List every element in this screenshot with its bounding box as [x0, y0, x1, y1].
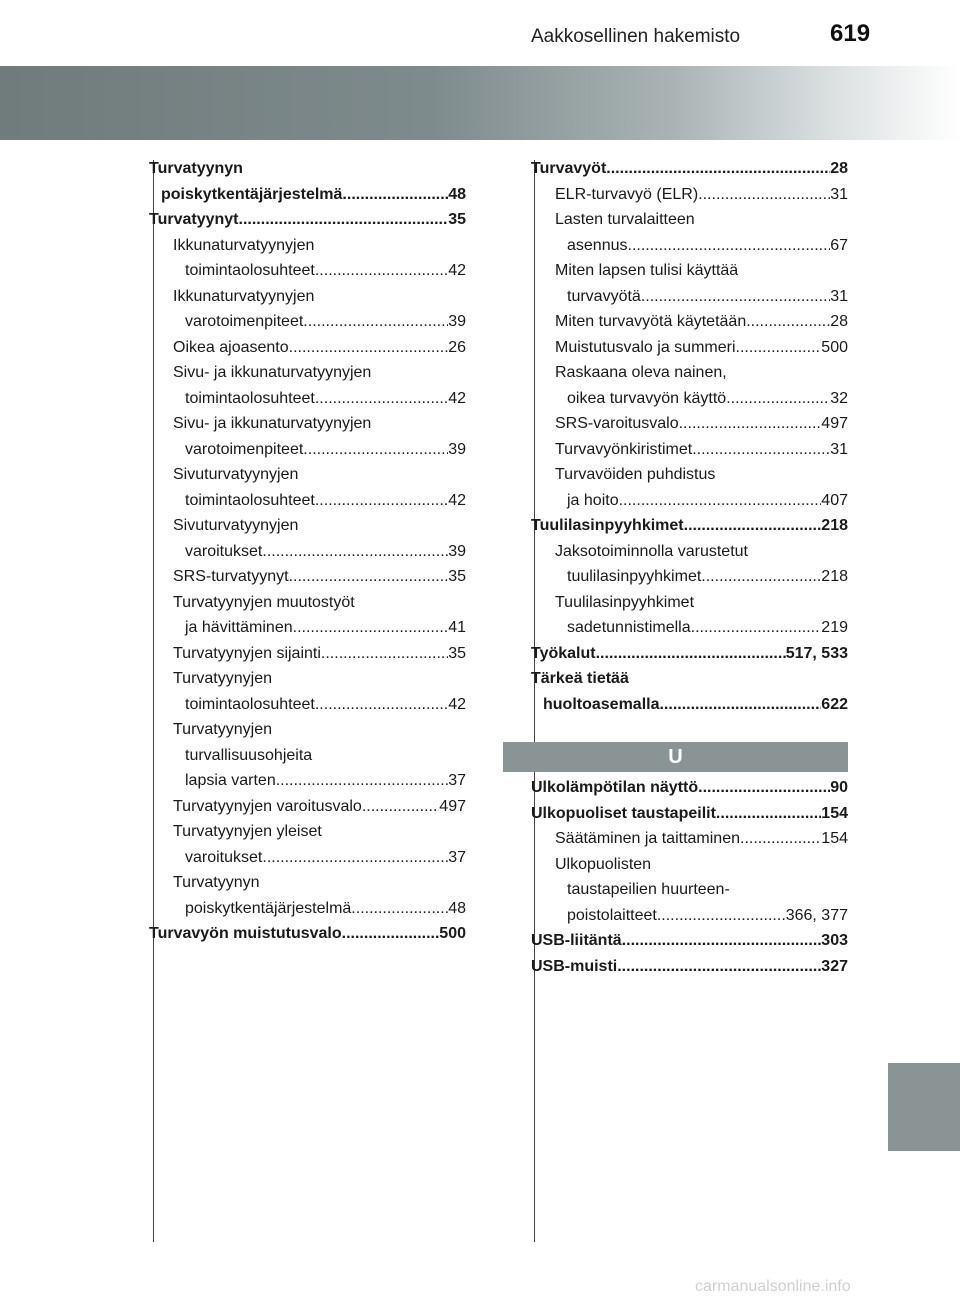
entry-text: Turvavyönkiristimet	[555, 440, 693, 458]
leader-dots	[342, 921, 440, 947]
index-entry	[531, 309, 848, 335]
leader-dots	[619, 488, 822, 514]
leader-dots	[315, 488, 448, 514]
leader-dots	[262, 845, 448, 871]
entry-text: Jaksotoiminnolla varustetut	[555, 542, 748, 560]
leader-dots	[657, 903, 786, 929]
entry-page: 90	[830, 779, 848, 796]
leader-dots	[321, 641, 448, 667]
index-entry	[531, 590, 848, 616]
index-entry	[149, 921, 466, 947]
entry-text: ELR-turvavyö (ELR)	[555, 185, 699, 203]
entry-text: turvavyötä	[567, 287, 641, 305]
leader-dots	[641, 284, 830, 310]
leader-dots	[692, 437, 830, 463]
index-entry	[149, 462, 466, 488]
index-entry	[149, 641, 466, 667]
entry-page: 28	[830, 313, 848, 330]
index-entry	[531, 284, 848, 310]
entry-text: varoitukset	[185, 542, 263, 560]
index-entry	[149, 870, 466, 896]
leader-dots	[617, 954, 821, 980]
leader-dots	[239, 207, 449, 233]
index-entry	[149, 692, 466, 718]
entry-page: 517, 533	[785, 644, 848, 662]
index-entry	[149, 845, 466, 871]
entry-text: Turvatyynyt	[149, 211, 239, 228]
leader-dots	[698, 775, 830, 801]
entry-text: Turvatyynyjen sijainti	[173, 644, 321, 662]
leader-dots	[606, 156, 830, 182]
entry-text: USB-liitäntä	[531, 932, 622, 949]
entry-text: Säätäminen ja taittaminen	[555, 830, 740, 847]
index-entry	[149, 233, 466, 259]
entry-page: 497	[439, 797, 466, 815]
entry-text: Tuulilasinpyyhkimet	[531, 517, 684, 534]
entry-text: SRS-turvatyynyt	[173, 568, 289, 585]
entry-page: 42	[448, 695, 466, 713]
leader-dots	[351, 896, 448, 922]
index-entry	[531, 954, 848, 980]
entry-page: 218	[821, 568, 848, 585]
index-entry	[149, 360, 466, 386]
index-entry	[149, 666, 466, 692]
index-entry	[531, 615, 848, 641]
leader-dots	[698, 182, 830, 208]
entry-text: Muistutusvalo ja summeri	[555, 338, 736, 356]
index-entry	[531, 539, 848, 565]
entry-text: poistolaitteet	[567, 906, 657, 924]
entry-text: Turvavyöt	[531, 160, 607, 177]
entry-page: 67	[830, 236, 848, 254]
entry-text: Sivu- ja ikkunaturvatyynyjen	[173, 364, 372, 381]
entry-page: 154	[821, 830, 848, 847]
entry-text: Turvatyynyn	[149, 160, 243, 177]
entry-text: Turvatyynyjen	[173, 721, 272, 738]
watermark: carmanualsonline.info	[695, 1278, 851, 1295]
index-entry	[149, 896, 466, 922]
index-entry	[149, 819, 466, 845]
entry-text: Lasten turvalaitteen	[555, 211, 695, 228]
entry-text: varoitukset	[185, 848, 263, 866]
leader-dots	[315, 386, 448, 412]
index-entry	[149, 156, 466, 182]
entry-page: 218	[821, 517, 848, 534]
index-entry	[149, 564, 466, 590]
index-entry	[531, 928, 848, 954]
entry-page: 26	[448, 338, 466, 356]
entry-page: 500	[821, 338, 848, 356]
leader-dots	[315, 692, 448, 718]
index-entry	[531, 156, 848, 182]
entry-text: taustapeilien huurteen-	[567, 881, 730, 898]
entry-page: 35	[448, 568, 466, 585]
entry-text: varotoimenpiteet	[185, 313, 304, 330]
index-entry	[149, 794, 466, 820]
entry-page: 37	[448, 772, 466, 789]
index-entry	[531, 360, 848, 386]
entry-text: Sivuturvatyynyjen	[173, 466, 299, 483]
entry-text: Miten lapsen tulisi käyttää	[555, 262, 739, 279]
leader-dots	[684, 513, 822, 539]
entry-page: 48	[448, 899, 466, 917]
entry-page: 32	[830, 389, 848, 407]
entry-page: 39	[448, 313, 466, 330]
entry-page: 35	[448, 644, 466, 662]
entry-text: Tärkeä tietää	[531, 670, 629, 687]
entry-page: 154	[821, 804, 848, 822]
entry-text: toimintaolosuhteet	[185, 695, 315, 713]
leader-dots	[740, 826, 821, 852]
index-entry	[149, 309, 466, 335]
index-entry	[149, 488, 466, 514]
index-entry	[149, 437, 466, 463]
entry-page: 28	[830, 160, 848, 177]
index-entry	[149, 768, 466, 794]
page-header	[0, 0, 960, 66]
entry-text: Turvavöiden puhdistus	[555, 466, 716, 483]
index-entry	[531, 775, 848, 801]
entry-page: 497	[821, 415, 848, 432]
leader-dots	[303, 309, 448, 335]
index-entry	[149, 590, 466, 616]
index-entry	[149, 386, 466, 412]
index-entry	[531, 258, 848, 284]
entry-text: poiskytkentäjärjestelmä	[161, 185, 343, 203]
entry-text: toimintaolosuhteet	[185, 389, 315, 407]
entry-text: Turvatyynyjen	[173, 670, 272, 687]
entry-text: Turvatyynyjen varoitusvalo	[173, 797, 362, 815]
index-entry	[531, 335, 848, 361]
entry-text: Turvavyön muistutusvalo	[149, 925, 342, 942]
entry-text: ja hävittäminen	[185, 619, 293, 636]
leader-dots	[293, 615, 449, 641]
leader-dots	[701, 564, 821, 590]
leader-dots	[342, 182, 448, 208]
index-column-right-bottom	[531, 775, 848, 979]
leader-dots	[679, 411, 822, 437]
index-entry	[149, 258, 466, 284]
index-entry	[531, 488, 848, 514]
index-entry	[531, 411, 848, 437]
entry-page: 42	[448, 389, 466, 407]
entry-page: 39	[448, 542, 466, 560]
entry-page: 31	[830, 287, 848, 305]
entry-page: 48	[448, 185, 466, 203]
index-entry	[531, 666, 848, 692]
entry-page: 41	[448, 619, 466, 636]
index-entry	[149, 284, 466, 310]
entry-page: 500	[439, 925, 466, 942]
entry-text: Miten turvavyötä käytetään	[555, 313, 747, 330]
entry-page: 37	[448, 848, 466, 866]
leader-dots	[716, 801, 821, 827]
leader-dots	[736, 335, 822, 361]
entry-page: 327	[821, 957, 848, 975]
entry-text: poiskytkentäjärjestelmä	[185, 899, 352, 917]
entry-text: Ulkopuolisten	[555, 855, 652, 873]
leader-dots	[746, 309, 830, 335]
leader-dots	[303, 437, 448, 463]
entry-text: sadetunnistimella	[567, 619, 691, 636]
entry-text: Ulkolämpötilan näyttö	[531, 779, 699, 796]
entry-page: 219	[821, 619, 848, 636]
entry-text: SRS-varoitusvalo	[555, 415, 679, 432]
page-number: 619	[830, 20, 871, 47]
index-entry	[531, 801, 848, 827]
leader-dots	[622, 928, 822, 954]
index-entry	[531, 513, 848, 539]
leader-dots	[276, 768, 448, 794]
entry-text: Sivuturvatyynyjen	[173, 517, 299, 534]
entry-text: varotoimenpiteet	[185, 440, 304, 458]
entry-page: 42	[448, 262, 466, 279]
index-entry	[531, 386, 848, 412]
index-entry	[149, 207, 466, 233]
index-entry	[149, 182, 466, 208]
entry-text: Turvatyynyjen yleiset	[173, 823, 322, 840]
index-entry	[149, 717, 466, 743]
entry-text: Ikkunaturvatyynyjen	[173, 287, 315, 305]
entry-text: Turvatyynyjen muutostyöt	[173, 593, 355, 611]
index-entry	[149, 335, 466, 361]
entry-text: tuulilasinpyyhkimet	[567, 568, 702, 585]
index-entry	[149, 513, 466, 539]
section-header-u: U	[503, 742, 848, 772]
entry-page: 39	[448, 440, 466, 458]
leader-dots	[289, 564, 449, 590]
entry-page: 407	[821, 491, 848, 509]
index-entry	[149, 615, 466, 641]
leader-dots	[315, 258, 448, 284]
index-entry	[531, 826, 848, 852]
index-entry	[531, 564, 848, 590]
index-entry	[149, 743, 466, 769]
entry-text: toimintaolosuhteet	[185, 262, 315, 279]
leader-dots	[362, 794, 439, 820]
entry-page: 622	[821, 695, 848, 713]
entry-page: 31	[830, 440, 848, 458]
index-entry	[531, 437, 848, 463]
chapter-edge-tab	[888, 1063, 960, 1151]
entry-text: lapsia varten	[185, 772, 276, 789]
entry-text: Raskaana oleva nainen,	[555, 364, 727, 381]
index-entry	[531, 852, 848, 878]
entry-text: huoltoasemalla	[543, 695, 660, 713]
entry-text: ja hoito	[567, 491, 619, 509]
leader-dots	[659, 692, 821, 718]
entry-text: Työkalut	[531, 644, 596, 662]
entry-page: 366, 377	[785, 906, 848, 924]
index-entry	[531, 692, 848, 718]
entry-page: 35	[448, 211, 466, 228]
entry-text: USB-muisti	[531, 957, 618, 975]
leader-dots	[691, 615, 822, 641]
index-column-left	[149, 156, 466, 947]
header-title: Aakkosellinen hakemisto	[531, 26, 741, 47]
entry-text: turvallisuusohjeita	[185, 746, 313, 764]
entry-text: toimintaolosuhteet	[185, 491, 315, 509]
entry-text: Oikea ajoasento	[173, 338, 289, 356]
header-banner	[0, 66, 960, 140]
entry-text: Sivu- ja ikkunaturvatyynyjen	[173, 415, 372, 432]
entry-text: Ikkunaturvatyynyjen	[173, 236, 315, 254]
index-entry	[531, 233, 848, 259]
leader-dots	[262, 539, 448, 565]
index-entry	[531, 182, 848, 208]
leader-dots	[596, 641, 786, 667]
entry-text: oikea turvavyön käyttö	[567, 389, 727, 407]
index-column-right-top	[531, 156, 848, 717]
entry-text: asennus	[567, 236, 628, 254]
leader-dots	[628, 233, 831, 259]
index-entry	[531, 462, 848, 488]
entry-page: 31	[830, 185, 848, 203]
index-entry	[531, 641, 848, 667]
index-entry	[149, 539, 466, 565]
index-entry	[531, 877, 848, 903]
leader-dots	[289, 335, 449, 361]
entry-page: 303	[821, 932, 848, 949]
index-entry	[149, 411, 466, 437]
entry-text: Turvatyynyn	[173, 874, 260, 891]
entry-text: Ulkopuoliset taustapeilit	[531, 804, 716, 822]
index-entry	[531, 903, 848, 929]
index-entry	[531, 207, 848, 233]
entry-page: 42	[448, 491, 466, 509]
entry-text: Tuulilasinpyyhkimet	[555, 593, 695, 611]
leader-dots	[726, 386, 830, 412]
